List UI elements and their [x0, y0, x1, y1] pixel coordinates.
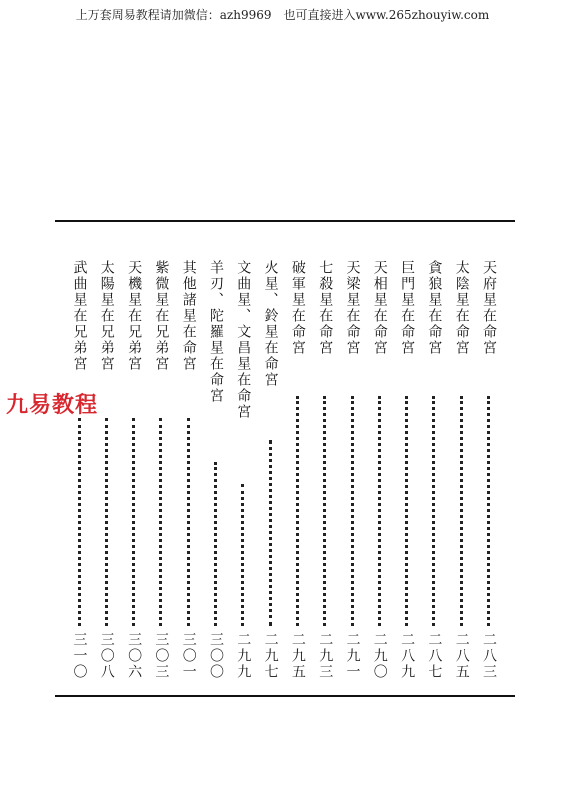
toc-entry	[342, 260, 364, 688]
toc-entry	[96, 260, 118, 688]
dot-leader	[241, 484, 244, 626]
toc-entry-title: 太陰星在命宮	[453, 260, 470, 356]
toc-entry-title: 天機星在兄弟宮	[126, 260, 143, 372]
toc-entry-page: 二九五	[289, 632, 306, 680]
toc-entry-page: 三〇六	[126, 632, 143, 680]
toc-entry-page: 二九七	[262, 632, 279, 680]
dot-leader	[487, 396, 490, 626]
toc-entry-page: 二九九	[235, 632, 252, 680]
toc-entry-title: 武曲星在兄弟宮	[71, 260, 88, 372]
dot-leader	[296, 396, 299, 626]
toc-entry	[287, 260, 309, 688]
toc-entry-title: 其他諸星在命宮	[180, 260, 197, 372]
toc-entry-page: 三〇〇	[208, 632, 224, 680]
toc-entry	[123, 260, 145, 688]
toc-entry-page: 二九三	[317, 632, 334, 680]
dot-leader	[460, 396, 463, 626]
toc-entry-page: 二九一	[344, 632, 361, 680]
toc-entry-title: 天府星在命宮	[481, 260, 497, 356]
dot-leader	[378, 396, 381, 626]
dot-leader	[78, 418, 81, 626]
dot-leader	[269, 440, 272, 626]
toc-entry	[478, 260, 500, 688]
toc-entry-title: 文曲星、文昌星在命宮	[235, 260, 252, 420]
toc-entry-title: 火星、鈴星在命宮	[262, 260, 279, 388]
toc-entry-title: 天梁星在命宮	[344, 260, 361, 356]
toc-entry-title: 天相星在命宮	[371, 260, 388, 356]
header-banner: 上万套周易教程请加微信：azh9969 也可直接进入www.265zhouyiw.com	[75, 8, 490, 22]
toc-entry-title: 太陽星在兄弟宮	[98, 260, 115, 372]
dot-leader	[323, 396, 326, 626]
dot-leader	[405, 396, 408, 626]
toc-entry-page: 二八七	[426, 632, 443, 680]
dot-leader	[214, 462, 217, 626]
toc-entry	[205, 260, 227, 688]
dot-leader	[159, 418, 162, 626]
toc-entry	[178, 260, 200, 688]
toc-entry-title: 破軍星在命宮	[289, 260, 306, 356]
toc-entry-page: 三〇三	[153, 632, 170, 680]
toc-entry-title: 紫微星在兄弟宮	[153, 260, 170, 372]
toc-entry-page: 二八九	[399, 632, 416, 680]
dot-leader	[132, 418, 135, 626]
toc-entry	[232, 260, 254, 688]
toc-entry	[260, 260, 282, 688]
bottom-rule	[55, 695, 515, 697]
dot-leader	[351, 396, 354, 626]
toc-entry-title: 巨門星在命宮	[399, 260, 416, 356]
toc-entry-page: 二八三	[481, 632, 497, 680]
toc-entry	[396, 260, 418, 688]
toc-entry	[150, 260, 172, 688]
toc-entry-page: 三〇八	[98, 632, 115, 680]
toc-entry-page: 三一〇	[71, 632, 88, 680]
toc-entry	[369, 260, 391, 688]
dot-leader	[187, 418, 190, 626]
toc-entry	[69, 260, 91, 688]
dot-leader	[432, 396, 435, 626]
toc-entry	[314, 260, 336, 688]
dot-leader	[105, 418, 108, 626]
watermark-logo: 九易教程	[6, 393, 99, 418]
toc-entry	[451, 260, 473, 688]
toc-entry-page: 二九〇	[371, 632, 388, 680]
top-rule	[55, 220, 515, 222]
toc-entry	[423, 260, 445, 688]
toc-entry-page: 三〇一	[180, 632, 197, 680]
toc-entry-title: 七殺星在命宮	[317, 260, 334, 356]
toc-entry-title: 貪狼星在命宮	[426, 260, 443, 356]
toc-entry-page: 二八五	[453, 632, 470, 680]
toc-entry-title: 羊刃、陀羅星在命宮	[208, 260, 224, 404]
